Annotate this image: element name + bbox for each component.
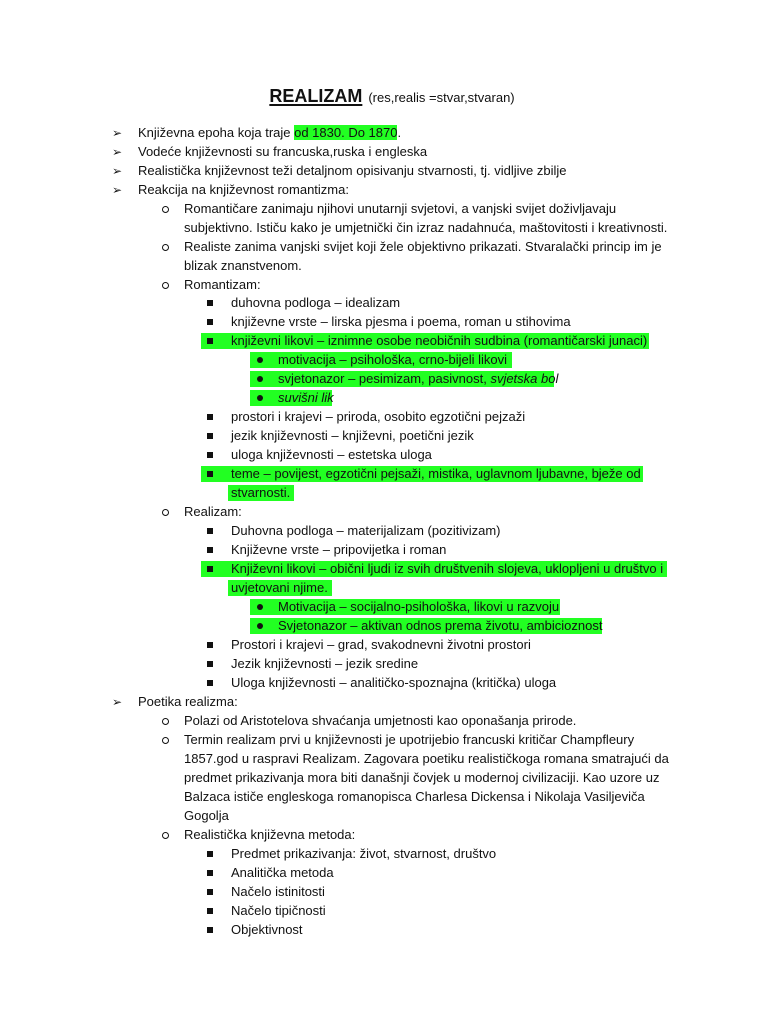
arrow-bullet-icon: ➢ [112, 183, 123, 197]
disc-bullet-icon [257, 376, 263, 382]
title-row [0, 86, 768, 107]
list-item: suvišni lik [278, 390, 334, 405]
list-item: Polazi od Aristotelova shvaćanja umjetnosti kao oponašanja prirode. [184, 713, 577, 728]
list-item: Realistička književnost teži detaljnom opisivanju stvarnosti, tj. vidljive zbilje [138, 163, 567, 178]
square-bullet-icon [207, 300, 213, 306]
circle-bullet-icon [162, 737, 169, 744]
list-item: Realiste zanima vanjski svijet koji žele objektivno prikazati. Stvaralački princip im je [184, 239, 662, 254]
list-item: Načelo istinitosti [231, 884, 325, 899]
circle-bullet-icon [162, 206, 169, 213]
square-bullet-icon [207, 338, 213, 344]
list-item: uloga književnosti – estetska uloga [231, 447, 432, 462]
list-item: Romantizam: [184, 277, 261, 292]
square-bullet-icon [207, 471, 213, 477]
list-item: Objektivnost [231, 922, 303, 937]
list-item: Duhovna podloga – materijalizam (pozitivizam) [231, 523, 501, 538]
square-bullet-icon [207, 927, 213, 933]
list-item: Svjetonazor – aktivan odnos prema životu, ambicioznost [278, 618, 603, 633]
arrow-bullet-icon: ➢ [112, 164, 123, 178]
highlighted-date-range: od 1830. Do 1870 [294, 125, 398, 140]
circle-bullet-icon [162, 718, 169, 725]
square-bullet-icon [207, 642, 213, 648]
list-item: književni likovi – iznimne osobe neobičnih sudbina (romantičarski junaci) [231, 333, 648, 348]
square-bullet-icon [207, 889, 213, 895]
square-bullet-icon [207, 566, 213, 572]
list-item: duhovna podloga – idealizam [231, 295, 401, 310]
list-item-continuation: Gogolja [184, 808, 229, 823]
circle-bullet-icon [162, 282, 169, 289]
disc-bullet-icon [257, 623, 263, 629]
list-item: Motivacija – socijalno-psihološka, likovi u razvoju [278, 599, 560, 614]
disc-bullet-icon [257, 357, 263, 363]
list-item: Termin realizam prvi u književnosti je upotrijebio francuski kritičar Champfleury [184, 732, 635, 747]
line-text: . [397, 125, 402, 140]
square-bullet-icon [207, 908, 213, 914]
list-item: Romantičare zanimaju njihovi unutarnji svjetovi, a vanjski svijet doživljavaju [184, 201, 617, 216]
list-item: Reakcija na književnost romantizma: [138, 182, 349, 197]
line-text: Književna epoha koja traje [138, 125, 295, 140]
disc-bullet-icon [257, 604, 263, 610]
list-item: Uloga književnosti – analitičko-spoznajna (kritička) uloga [231, 675, 557, 690]
list-item: Realizam: [184, 504, 242, 519]
square-bullet-icon [207, 547, 213, 553]
list-item: Vodeće književnosti su francuska,ruska i engleska [138, 144, 428, 159]
list-item: teme – povijest, egzotični pejsaži, mistika, uglavnom ljubavne, bježe od [231, 466, 641, 481]
square-bullet-icon [207, 452, 213, 458]
square-bullet-icon [207, 319, 213, 325]
list-item: Realistička književna metoda: [184, 827, 356, 842]
document-subtitle: (res,realis =stvar,stvaran) [368, 90, 515, 105]
arrow-bullet-icon: ➢ [112, 695, 123, 709]
list-item-continuation: subjektivno. Ističu kako je umjetnički čin izraz nadahnuća, maštovitosti i kreativnosti. [184, 220, 668, 235]
square-bullet-icon [207, 870, 213, 876]
arrow-bullet-icon: ➢ [112, 126, 123, 140]
list-item: Književni likovi – obični ljudi iz svih društvenih slojeva, uklopljeni u društvo i [231, 561, 664, 576]
circle-bullet-icon [162, 509, 169, 516]
document-title: REALIZAM [269, 86, 363, 106]
list-item [138, 124, 401, 142]
list-item: Predmet prikazivanja: život, stvarnost, društvo [231, 846, 497, 861]
list-item-continuation: 1857.god u raspravi Realizam. Zagovara poetiku realističkoga romana smatrajući da [184, 751, 669, 766]
list-item-continuation: predmet prikazivanja mora biti današnji čovjek u modernoj civilizaciji. Kao uzore uz [184, 770, 660, 785]
list-item: Poetika realizma: [138, 694, 238, 709]
square-bullet-icon [207, 851, 213, 857]
list-item: Jezik književnosti – jezik sredine [231, 656, 419, 671]
line-text: svjetonazor – pesimizam, pasivnost, [278, 371, 491, 386]
list-item: književne vrste – lirska pjesma i poema, roman u stihovima [231, 314, 571, 329]
list-item-continuation: stvarnosti. [231, 485, 291, 500]
list-item: jezik književnosti – književni, poetični jezik [231, 428, 474, 443]
list-item-continuation: blizak znanstvenom. [184, 258, 302, 273]
list-item [278, 370, 558, 388]
square-bullet-icon [207, 414, 213, 420]
circle-bullet-icon [162, 832, 169, 839]
disc-bullet-icon [257, 395, 263, 401]
list-item: Načelo tipičnosti [231, 903, 326, 918]
arrow-bullet-icon: ➢ [112, 145, 123, 159]
list-item-continuation: uvjetovani njime. [231, 580, 328, 595]
list-item: Književne vrste – pripovijetka i roman [231, 542, 447, 557]
square-bullet-icon [207, 433, 213, 439]
list-item: Prostori i krajevi – grad, svakodnevni životni prostori [231, 637, 531, 652]
square-bullet-icon [207, 661, 213, 667]
list-item-continuation: Balzaca ističe engleskoga romanopisca Charlesa Dickensa i Nikolaja Vasiljeviča [184, 789, 645, 804]
list-item: Analitička metoda [231, 865, 334, 880]
square-bullet-icon [207, 680, 213, 686]
list-item: prostori i krajevi – priroda, osobito egzotični pejzaži [231, 409, 526, 424]
square-bullet-icon [207, 528, 213, 534]
circle-bullet-icon [162, 244, 169, 251]
list-item: motivacija – psihološka, crno-bijeli likovi [278, 352, 508, 367]
italic-term: svjetska bol [490, 371, 559, 386]
